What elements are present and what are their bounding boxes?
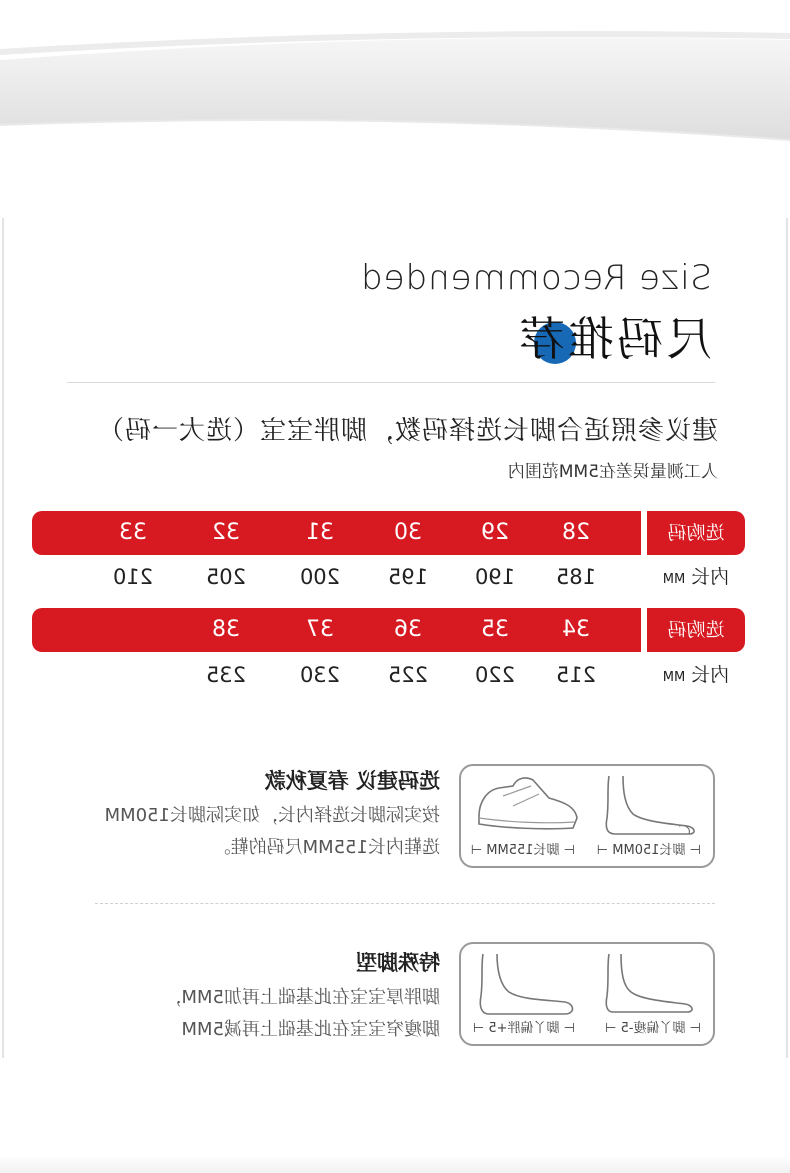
size-row-2 xyxy=(32,608,745,652)
size-value: 28 xyxy=(562,520,590,545)
length-value: 185 xyxy=(555,565,597,589)
size-value: 30 xyxy=(394,520,422,545)
length-value: 230 xyxy=(299,663,341,687)
length-label: 内长 xyxy=(691,566,730,588)
size-label-cell: 选购码 xyxy=(647,511,745,555)
section-border xyxy=(786,728,788,1058)
bottom-fade xyxy=(0,1155,790,1173)
length-value: 190 xyxy=(474,565,516,589)
size-value: 38 xyxy=(212,617,240,642)
length-value: 200 xyxy=(299,565,341,589)
length-label-cell xyxy=(647,555,745,599)
title-chinese: 尺码推荐 xyxy=(516,312,712,366)
wide-foot-caption: ⊢ 脚丫偏胖+5 ⊣ xyxy=(472,1021,575,1036)
shoe-icon xyxy=(471,772,583,842)
slim-foot-caption: ⊢ 脚丫偏瘦-5 ⊣ xyxy=(605,1021,701,1036)
side-border-right xyxy=(2,218,4,1058)
size-value: 29 xyxy=(481,520,509,545)
measurement-note: 人工测量误差在5MM范围内 xyxy=(507,462,718,482)
tip-text-line: 脚胖厚宝宝在此基础上再加5MM， xyxy=(163,987,440,1008)
shoe-length-caption: ⊢ 脚长155MM ⊣ xyxy=(470,843,575,858)
slim-foot-icon xyxy=(593,950,703,1020)
size-label-cell: 选购码 xyxy=(647,608,745,652)
wide-foot-icon xyxy=(471,950,583,1020)
recommendation-text: 建议参照适合脚长选择码数，脚胖宝宝（选大一码） xyxy=(96,416,718,446)
length-row-1 xyxy=(32,555,745,599)
length-value: 210 xyxy=(112,565,154,589)
size-value: 33 xyxy=(119,520,147,545)
length-value: 195 xyxy=(387,565,429,589)
length-unit: MM xyxy=(662,572,686,587)
size-bar xyxy=(32,511,641,555)
tip-text-line: 按实际脚长选择内长，如实际脚长150MM xyxy=(104,805,440,826)
length-value: 205 xyxy=(205,565,247,589)
size-value: 36 xyxy=(394,617,422,642)
foot-icon xyxy=(593,772,703,842)
foot-type-illustration-box xyxy=(459,942,715,1046)
foot-shoe-illustration-box xyxy=(459,764,715,868)
size-value: 37 xyxy=(306,617,334,642)
title-english: Size Recommended xyxy=(360,258,712,298)
length-row-2 xyxy=(32,653,745,697)
section-divider xyxy=(95,903,715,904)
length-unit: MM xyxy=(662,670,686,685)
foot-length-caption: ⊢ 脚长150MM ⊣ xyxy=(596,843,701,858)
tip-title: 选码建议 春夏秋款 xyxy=(264,769,440,793)
title-divider xyxy=(67,382,715,383)
top-decorative-band xyxy=(0,0,790,180)
length-label-cell xyxy=(647,653,745,697)
size-value: 35 xyxy=(481,617,509,642)
length-value: 220 xyxy=(474,663,516,687)
size-value: 31 xyxy=(306,520,334,545)
size-bar xyxy=(32,608,641,652)
tip-text-line: 脚瘦窄宝宝在此基础上再减5MM xyxy=(181,1019,440,1040)
length-label: 内长 xyxy=(691,664,730,686)
tip-title: 特殊脚型 xyxy=(356,951,440,975)
size-value: 34 xyxy=(562,617,590,642)
length-value: 235 xyxy=(205,663,247,687)
length-value: 225 xyxy=(387,663,429,687)
size-value: 32 xyxy=(212,520,240,545)
length-value: 215 xyxy=(555,663,597,687)
tip-text-line: 选鞋内长155MM尺码的鞋。 xyxy=(212,837,440,858)
size-row-1 xyxy=(32,511,745,555)
